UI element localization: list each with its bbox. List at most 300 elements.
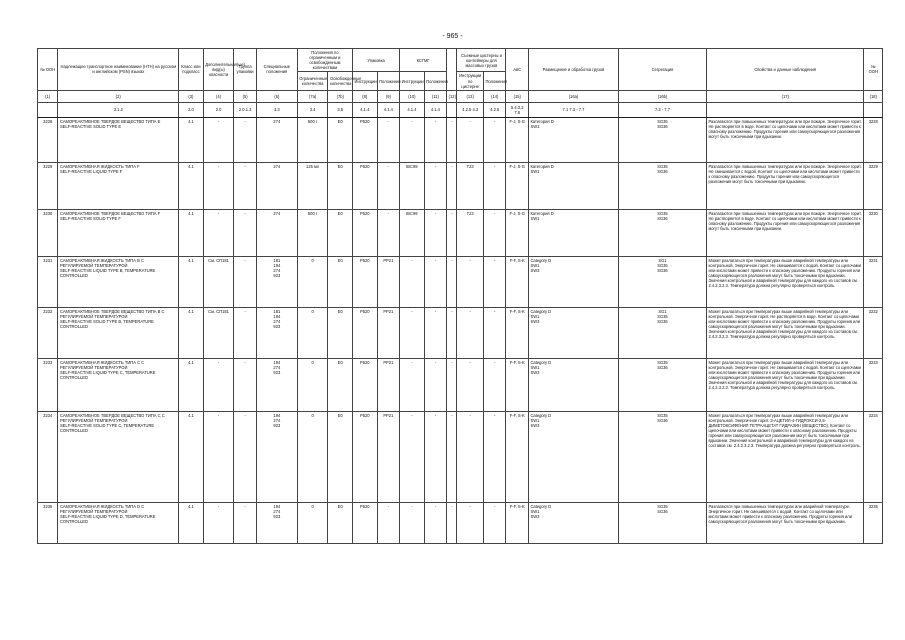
subsidiary-hazard-text: -: [217, 503, 220, 509]
tank-provision: [483, 117, 506, 162]
column-number: (7a): [297, 90, 328, 102]
tank-provision-text: -: [494, 210, 496, 216]
col12-value-text: -: [451, 412, 453, 418]
packing-provision: [377, 162, 400, 209]
properties-observations: [706, 209, 864, 256]
ibc-instruction-text: -: [411, 359, 413, 365]
limited-quantity-text: 0: [311, 359, 314, 365]
limited-quantity-text: 0: [311, 412, 314, 418]
properties-observations-text: Может разлагаться при температурах выше аварийной температуры или контрольной. Энергичное горит. Не растворяется в воде. Контакт со щелочами или кислотами может привести к опасному разложению. Продукты горения или самоускоряющегося разложения могут быть токсичными при вдыхании. Значения контрольной и аварийной температуры для каждого из составов см. 2.4.2.3.2.3. Температура должна регулярно проверяться контроль.: [708, 308, 861, 340]
packing-provision-text: -: [387, 163, 390, 169]
packing-instruction: [353, 411, 378, 502]
class: [179, 256, 204, 307]
properties-observations-text: Может разлагаться при температурах выше аварийной температуры или контрольной. Энергичное горит. Не смешивается с водой. Контакт со щелочами или кислотами может привести к опасному разложению. Продукты горения или самоускоряющегося разложения могут быть токсичными при вдыхании. Значения контрольной и аварийной температуры для каждого из составов см. 2.4.2.3.2.3. Температура должна регулярно проверяться контроль.: [708, 359, 861, 391]
packing-provision-text: PP21: [383, 257, 394, 263]
packing-instruction: [353, 358, 378, 411]
class-text: 4.1: [188, 163, 194, 169]
name-russian: САМОРЕАКТИВНОЕ ТВЕРДОЕ ВЕЩЕСТВО ТИПА F: [59, 210, 161, 216]
table-row: [38, 162, 883, 209]
packing-instruction: [353, 256, 378, 307]
subsidiary-hazard-text: -: [217, 118, 220, 124]
name-russian: САМОРЕАКТИВНАЯ ЖИДКОСТЬ ТИПА F: [59, 163, 140, 169]
column-reference: 3.3: [256, 102, 297, 117]
tank-instruction-text: T23: [466, 163, 474, 169]
col12-value: [447, 307, 457, 358]
col12-value: [447, 256, 457, 307]
un-number: [38, 162, 58, 209]
packing-group-text: -: [244, 210, 246, 216]
special-provisions-text: 274: [273, 163, 281, 169]
ibc-provision: [424, 307, 447, 358]
limited-quantity: [297, 307, 328, 358]
column-reference: 3.5: [328, 102, 353, 117]
un-number-end-text: 3232: [868, 308, 878, 314]
un-number: [38, 307, 58, 358]
packing-provision-text: -: [387, 210, 390, 216]
name-english: SELF-REACTIVE LIQUID TYPE F: [59, 168, 123, 174]
packing-group: [234, 256, 257, 307]
name-english: SELF-REACTIVE LIQUID TYPE D, TEMPERATURE CONTROLLED: [59, 513, 156, 525]
column-number: (5): [234, 90, 257, 102]
class: [179, 307, 204, 358]
ibc-instruction: [400, 162, 425, 209]
name-english: SELF-REACTIVE SOLID TYPE B, TEMPERATURE CONTROLLED: [59, 318, 154, 330]
packing-instruction: [353, 307, 378, 358]
ems-code: [506, 411, 529, 502]
class-text: 4.1: [188, 308, 194, 314]
packing-group: [234, 117, 257, 162]
un-number-end: [864, 209, 883, 256]
subsidiary-hazard: [203, 209, 234, 256]
header-un-no-end: № ООН: [864, 49, 883, 91]
special-provisions-text: 181 194 274 923: [273, 257, 281, 279]
excepted-quantity-text: E0: [337, 503, 343, 509]
limited-quantity-text: 125 мл: [306, 163, 320, 169]
segregation-text: SG35 SG36: [657, 163, 668, 174]
un-number: [38, 502, 58, 543]
tank-instruction: [457, 411, 484, 502]
excepted-quantity: [328, 117, 353, 162]
header-limited-group: Положения по ограниченным и освобожденным количествам: [297, 49, 352, 72]
stowage-text: Категория D SW1: [530, 118, 554, 129]
ems-code: [506, 209, 529, 256]
tank-provision: [483, 307, 506, 358]
properties-observations: [706, 502, 864, 543]
ems-code-text: F-J, S-G: [509, 210, 525, 216]
tank-instruction-text: -: [469, 118, 471, 124]
ems-code: [506, 502, 529, 543]
table-row: [38, 358, 883, 411]
name-english: SELF-REACTIVE SOLID TYPE C, TEMPERATURE CONTROLLED: [59, 422, 155, 434]
un-number-end: [864, 411, 883, 502]
packing-instruction-text: P520: [360, 359, 370, 365]
name-russian: САМОРЕАКТИВНАЯ ЖИДКОСТЬ ТИПА C С РЕГУЛИРУЕМОЙ ТЕМПЕРАТУРОЙ: [59, 359, 145, 370]
column-reference: 2.0: [203, 102, 234, 117]
subsidiary-hazard: [203, 411, 234, 502]
header-packing-provisions: Положения: [377, 72, 400, 90]
properties-observations-text: Может разлагаться при температурах выше аварийной температуры или контрольной. Энергичное горит. 3-АЦЕТИЛ-4-ГИДРОКСИ-2,5-ДИМЕТОКСИФЕНИЛ ТЕТРААЦЕТАТ ГИДРАЗИН (ВЕЩЕСТВО). Контакт со щелочами или кислотами может привести к опасному разложению. Продукты горения или самоускоряющегося разложения могут быть токсичными при вдыхании. Значения контрольной и аварийной температуры для каждого из составов см. 2.4.2.3.2.3. Температура должна регулярно проверяться контроль.: [708, 412, 861, 449]
packing-provision-text: -: [387, 118, 390, 124]
segregation-text: SG1 SG35 SG36: [657, 257, 668, 273]
packing-provision-text: PP21: [383, 412, 394, 418]
col12-value-text: -: [451, 210, 453, 216]
special-provisions-text: 181 194 274 923: [273, 308, 281, 330]
class: [179, 209, 204, 256]
name-russian: САМОРЕАКТИВНОЕ ТВЕРДОЕ ВЕЩЕСТВО ТИПА B С РЕГУЛИРУЕМОЙ ТЕМПЕРАТУРОЙ: [59, 308, 165, 319]
stowage-text: Category D SW1 SW3: [530, 308, 552, 324]
limited-quantity-text: 500 г: [307, 210, 318, 216]
segregation-text: SG35 SG36: [657, 118, 668, 129]
column-number: (16b): [618, 90, 706, 102]
proper-shipping-name: [58, 209, 179, 256]
packing-provision-text: PP21: [383, 359, 394, 365]
tank-provision-text: -: [494, 257, 496, 263]
ibc-provision: [424, 256, 447, 307]
packing-group-text: -: [244, 412, 246, 418]
packing-group-text: -: [244, 503, 246, 509]
ibc-instruction: [400, 307, 425, 358]
ibc-instruction: [400, 256, 425, 307]
un-number-end-text: 3230: [868, 210, 878, 216]
column-number: (7b): [328, 90, 353, 102]
un-number: [38, 209, 58, 256]
un-number-text: 3235: [43, 503, 53, 509]
column-number: (12): [447, 90, 457, 102]
tank-instruction-text: -: [469, 308, 471, 314]
column-reference: 4.2.5: [483, 102, 506, 117]
stowage: [528, 117, 618, 162]
table-row: [38, 411, 883, 502]
column-reference: 3.1.2: [58, 102, 179, 117]
column-number: (11): [424, 90, 447, 102]
tank-instruction: [457, 502, 484, 543]
un-number: [38, 411, 58, 502]
column-number: (14): [483, 90, 506, 102]
header-ems: АвС: [506, 49, 529, 91]
column-reference: 2.0.1.3: [234, 102, 257, 117]
page-number: - 965 -: [442, 33, 463, 40]
limited-quantity-text: 0: [311, 308, 314, 314]
column-number: (8): [353, 90, 378, 102]
un-number-text: 3231: [43, 257, 53, 263]
special-provisions: [256, 411, 297, 502]
limited-quantity: [297, 209, 328, 256]
column-number: (2): [58, 90, 179, 102]
column-reference: 3.4: [297, 102, 328, 117]
subsidiary-hazard: [203, 307, 234, 358]
tank-provision-text: -: [494, 308, 496, 314]
properties-observations-text: Разлагаются при повышенных температурах или аварийной температуре. Энергичное горит. Не смешивается с водой. Контакт со щелочами или кислотами может привести к опасному разложению. Продукты горения или самоускоряющегося разложения могут быть токсичными при вдыхании.: [708, 503, 852, 525]
class-text: 4.1: [188, 210, 194, 216]
class: [179, 502, 204, 543]
ibc-provision-text: -: [434, 210, 437, 216]
column-number-row: [38, 90, 883, 102]
ibc-instruction-text: IBC99: [406, 210, 418, 216]
subsidiary-hazard-text: См. СП181: [208, 257, 229, 263]
table-row: [38, 502, 883, 543]
properties-observations: [706, 256, 864, 307]
packing-group: [234, 307, 257, 358]
stowage: [528, 502, 618, 543]
ibc-instruction-text: -: [411, 257, 413, 263]
ems-code-text: F-J, S-G: [509, 163, 525, 169]
packing-instruction: [353, 502, 378, 543]
dangerous-goods-table: [37, 48, 883, 544]
stowage: [528, 358, 618, 411]
special-provisions: [256, 256, 297, 307]
special-provisions-text: 274: [273, 210, 281, 216]
tank-provision-text: -: [494, 163, 496, 169]
header-special-provisions: Специальные положения: [256, 49, 297, 91]
segregation-text: SG35 SG36: [657, 503, 668, 514]
ems-code: [506, 162, 529, 209]
tank-provision: [483, 256, 506, 307]
header-ibc: КСГМГ: [400, 49, 447, 72]
packing-instruction-text: P520: [360, 118, 370, 124]
proper-shipping-name: [58, 502, 179, 543]
class: [179, 411, 204, 502]
ems-code: [506, 307, 529, 358]
packing-instruction: [353, 162, 378, 209]
excepted-quantity-text: E0: [337, 257, 343, 263]
special-provisions-text: 194 274 923: [273, 503, 281, 519]
header-excepted-quantities: Освобожденные количества: [328, 72, 353, 90]
col12-value: [447, 162, 457, 209]
header-packing-group: Группа упаковки: [234, 49, 257, 91]
ems-code-text: F-J, S-G: [509, 118, 525, 124]
packing-group: [234, 162, 257, 209]
excepted-quantity: [328, 307, 353, 358]
tank-instruction: [457, 209, 484, 256]
packing-provision-text: -: [387, 503, 390, 509]
table-row: [38, 256, 883, 307]
ems-code-text: F-F, S-K: [509, 308, 525, 314]
un-number-text: 3234: [43, 412, 53, 418]
tank-instruction-text: -: [469, 359, 471, 365]
header-col12: [447, 49, 457, 91]
ibc-instruction-text: -: [411, 503, 413, 509]
special-provisions-text: 274: [273, 118, 281, 124]
tank-provision: [483, 162, 506, 209]
segregation: [618, 256, 706, 307]
subsidiary-hazard-text: -: [217, 210, 220, 216]
column-number: (1): [38, 90, 58, 102]
segregation: [618, 502, 706, 543]
ibc-provision: [424, 358, 447, 411]
header-properties: Свойства и данные наблюдения: [706, 49, 864, 91]
packing-group: [234, 411, 257, 502]
un-number-end: [864, 307, 883, 358]
limited-quantity: [297, 117, 328, 162]
special-provisions: [256, 162, 297, 209]
special-provisions: [256, 209, 297, 256]
ibc-instruction: [400, 411, 425, 502]
properties-observations-text: Разлагаются при повышенных температурах или при пожаре. Энергичное горит. Не растворяется в воде. Контакт со щелочами или кислотами может привести к опасному разложению. Продукты горения или самоускоряющегося разложения могут быть токсичными при вдыхании.: [708, 210, 862, 232]
packing-provision: [377, 117, 400, 162]
class: [179, 358, 204, 411]
class-text: 4.1: [188, 503, 194, 509]
un-number-text: 3233: [43, 359, 53, 365]
ibc-instruction-text: -: [411, 308, 413, 314]
special-provisions: [256, 502, 297, 543]
tank-instruction-text: -: [469, 412, 471, 418]
properties-observations: [706, 358, 864, 411]
header-limited-quantities: Ограниченные количества: [297, 72, 328, 90]
un-number-text: 3228: [43, 118, 53, 124]
packing-instruction-text: P520: [360, 163, 370, 169]
class-text: 4.1: [188, 359, 194, 365]
table-row: [38, 209, 883, 256]
column-number: (13): [457, 90, 484, 102]
packing-provision: [377, 256, 400, 307]
column-number: (10): [400, 90, 425, 102]
excepted-quantity: [328, 256, 353, 307]
tank-instruction: [457, 117, 484, 162]
col12-value: [447, 411, 457, 502]
limited-quantity-text: 0: [311, 257, 314, 263]
subsidiary-hazard: [203, 358, 234, 411]
ibc-instruction-text: IBC99: [406, 163, 418, 169]
column-number: (16a): [528, 90, 618, 102]
proper-shipping-name: [58, 411, 179, 502]
packing-provision-text: PP21: [383, 308, 394, 314]
stowage: [528, 209, 618, 256]
un-number-end-text: 3231: [868, 257, 878, 263]
packing-instruction-text: P520: [360, 308, 370, 314]
column-reference: 4.2.5 4.3: [457, 102, 484, 117]
limited-quantity: [297, 162, 328, 209]
packing-instruction: [353, 117, 378, 162]
column-reference: 4.1.4: [353, 102, 378, 117]
ibc-instruction-text: -: [411, 412, 413, 418]
segregation-text: SG35 SG36: [657, 412, 668, 423]
packing-provision: [377, 358, 400, 411]
subsidiary-hazard-text: -: [217, 163, 220, 169]
special-provisions: [256, 307, 297, 358]
header-un-no: № ООН: [38, 49, 58, 91]
ibc-provision-text: -: [434, 412, 437, 418]
header-segregation: Сегрегация: [618, 49, 706, 91]
name-english: SELF-REACTIVE LIQUID TYPE C, TEMPERATURE CONTROLLED: [59, 369, 156, 381]
packing-group: [234, 502, 257, 543]
ibc-provision-text: -: [434, 118, 437, 124]
special-provisions: [256, 117, 297, 162]
stowage-text: Category D SW1 SW3: [530, 257, 552, 273]
subsidiary-hazard-text: См. СП181: [208, 308, 229, 314]
header-tanks: Съемные цистерны и контейнеры для массовых грузов: [457, 49, 506, 72]
properties-observations-text: Может разлагаться при температурах выше аварийной температуры или контрольной. Энергичное горит. Не смешивается с водой. Контакт со щелочами или кислотами может привести к опасному разложению. Продукты горения или самоускоряющегося разложения могут быть токсичными при вдыхании. Значения контрольной и аварийной температуры для каждого из составов см. 2.4.2.3.2.3. Температура должна регулярно проверяться контроль.: [708, 257, 861, 289]
packing-instruction-text: P520: [360, 503, 370, 509]
segregation-text: SG1 SG35 SG36: [657, 308, 668, 324]
limited-quantity: [297, 256, 328, 307]
properties-observations-text: Разлагаются при повышенных температурах или при пожаре. Энергичное горит. Не смешивается с водой. Контакт со щелочами или кислотами может привести к опасному разложению. Продукты горения или самоускоряющегося разложения могут быть токсичными при вдыхании.: [708, 163, 862, 185]
packing-provision: [377, 502, 400, 543]
special-provisions-text: 194 274 923: [273, 359, 281, 375]
column-reference: 7.1 7.3 - 7.7: [528, 102, 618, 117]
class: [179, 162, 204, 209]
excepted-quantity: [328, 209, 353, 256]
packing-provision: [377, 411, 400, 502]
un-number-end-text: 3235: [868, 503, 878, 509]
ibc-instruction-text: -: [411, 118, 413, 124]
subsidiary-hazard: [203, 117, 234, 162]
ibc-provision: [424, 411, 447, 502]
column-number: (6): [256, 90, 297, 102]
col12-value-text: -: [451, 163, 453, 169]
table-row: [38, 307, 883, 358]
packing-group-text: -: [244, 257, 246, 263]
tank-instruction-text: -: [469, 503, 471, 509]
column-number: (17): [706, 90, 864, 102]
ibc-provision-text: -: [434, 163, 437, 169]
tank-instruction: [457, 162, 484, 209]
proper-shipping-name: [58, 358, 179, 411]
un-number-text: 3232: [43, 308, 53, 314]
stowage-text: Category D SW1 SW3: [530, 359, 552, 375]
col12-value-text: -: [451, 359, 453, 365]
header-subsidiary: Дополнительная(ые) вид(ы) опасности: [203, 49, 234, 91]
header-ibc-provisions: Положения: [424, 72, 447, 90]
proper-shipping-name: [58, 256, 179, 307]
special-provisions-text: 194 274 923: [273, 412, 281, 428]
ems-code: [506, 256, 529, 307]
stowage-text: Category D SW1 SW3: [530, 503, 552, 519]
un-number-end: [864, 358, 883, 411]
col12-value-text: -: [451, 118, 453, 124]
limited-quantity: [297, 411, 328, 502]
limited-quantity: [297, 502, 328, 543]
excepted-quantity-text: E0: [337, 412, 343, 418]
col12-value: [447, 502, 457, 543]
header-packing-instructions: Инструкции: [353, 72, 378, 90]
un-number: [38, 358, 58, 411]
stowage: [528, 411, 618, 502]
tank-instruction-text: T23: [466, 210, 474, 216]
tank-instruction: [457, 307, 484, 358]
subsidiary-hazard: [203, 162, 234, 209]
ems-code-text: F-F, S-K: [509, 359, 525, 365]
header-name: Надлежащее транспортное наименование (НТН) на русском и английском (PSN) языках: [58, 49, 179, 91]
excepted-quantity-text: E0: [337, 308, 343, 314]
excepted-quantity: [328, 162, 353, 209]
class-text: 4.1: [188, 118, 194, 124]
ems-code: [506, 117, 529, 162]
limited-quantity-text: 500 г: [307, 118, 318, 124]
column-number: (4): [203, 90, 234, 102]
un-number-text: 3229: [43, 163, 53, 169]
stowage: [528, 162, 618, 209]
column-number: (18): [864, 90, 883, 102]
column-reference: [447, 102, 457, 117]
col12-value-text: -: [451, 308, 453, 314]
tank-instruction-text: -: [469, 257, 471, 263]
header-stowage: Размещение и обработка грузов: [528, 49, 618, 91]
ems-code: [506, 358, 529, 411]
table-body: [38, 117, 883, 543]
ibc-provision: [424, 502, 447, 543]
column-reference: 7.2 - 7.7: [618, 102, 706, 117]
un-number: [38, 256, 58, 307]
un-number-end: [864, 502, 883, 543]
un-number-end-text: 3234: [868, 412, 878, 418]
ems-code-text: F-F, S-K: [509, 257, 525, 263]
subsidiary-hazard: [203, 502, 234, 543]
un-number-text: 3230: [43, 210, 53, 216]
tank-provision-text: -: [494, 359, 496, 365]
packing-group-text: -: [244, 163, 246, 169]
column-number: (9): [377, 90, 400, 102]
properties-observations: [706, 117, 864, 162]
